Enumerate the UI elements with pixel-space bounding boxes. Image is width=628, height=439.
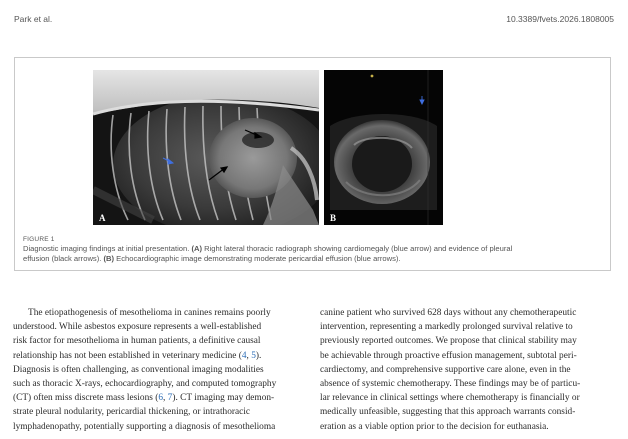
- body-left-line-6: such as thoracic X-rays, echocardiography, and computed tomography: [13, 379, 277, 390]
- caption-panel-b-tag: (B): [103, 254, 115, 263]
- line-4-text: relationship has not been established in veterinary medicine (: [13, 350, 242, 361]
- running-header-doi: 10.3389/fvets.2026.1808005: [506, 14, 614, 24]
- body-left-line-1: The etiopathogenesis of mesothelioma in canines remains poorly: [28, 308, 271, 318]
- echocardiogram-image: [324, 70, 443, 225]
- caption-panel-a-text-2: effusion (black arrows).: [23, 254, 102, 263]
- citation-link-7[interactable]: 7: [167, 393, 173, 404]
- citation-link-6[interactable]: 6: [158, 393, 163, 404]
- running-header-authors: Park et al.: [14, 14, 53, 24]
- body-left-line-5: Diagnosis is often challenging, as conventional imaging modalities: [13, 364, 264, 375]
- body-right-line-8: medically unfeasible, suggesting that this approach warrants consid-: [320, 407, 576, 418]
- figure-panel-a-radiograph: [93, 70, 319, 225]
- body-left-line-4: [13, 349, 310, 363]
- caption-panel-a-text-1: Right lateral thoracic radiograph showing cardiomegaly (blue arrow) and evidence of pleural: [204, 244, 513, 253]
- body-column-right: [320, 306, 617, 434]
- body-right-line-5: cardiectomy, and comprehensive supportive care alone, even in the: [320, 364, 571, 375]
- body-left-line-8: strate pleural nodularity, pericardial thickening, or intrathoracic: [13, 407, 251, 418]
- caption-panel-a-tag: (A): [191, 244, 202, 253]
- line-7-text: (CT) often miss discrete mass lesions (: [13, 393, 159, 404]
- body-right-line-2: intervention, representing a markedly prolonged survival relative to: [320, 322, 573, 333]
- citation-link-4[interactable]: 4: [241, 350, 247, 361]
- panel-a-label: A: [99, 213, 106, 223]
- figure-panel-b-echocardiogram: [324, 70, 443, 225]
- body-right-line-9: eration as a viable option prior to the decision for euthanasia.: [320, 421, 549, 432]
- body-left-line-3: risk factor for mesothelioma in human patients, a definitive causal: [13, 336, 261, 347]
- citation-separator: ,: [163, 393, 168, 404]
- body-right-line-3: previously reported outcomes. We propose that clinical stability may: [320, 336, 577, 347]
- body-right-line-7: lar relevance in clinical settings where chemotherapy is financially or: [320, 393, 580, 404]
- figure-caption: [23, 244, 583, 264]
- citation-separator: ,: [246, 350, 252, 361]
- body-left-line-2: understood. While asbestos exposure represents a well-established: [13, 322, 262, 333]
- figure-label: FIGURE 1: [23, 236, 55, 243]
- line-4-end: ).: [255, 350, 262, 361]
- caption-intro: Diagnostic imaging findings at initial presentation.: [23, 244, 190, 253]
- body-column-left: [13, 306, 310, 434]
- body-right-line-4: be achievable through proactive effusion management, subtotal peri-: [320, 350, 577, 361]
- panel-b-label: B: [330, 213, 337, 223]
- body-right-line-6: absence of systemic chemotherapy. These findings may be of particu-: [320, 379, 581, 390]
- citation-link-5[interactable]: 5: [251, 350, 256, 361]
- caption-panel-b-text: Echocardiographic image demonstrating moderate pericardial effusion (blue arrows).: [116, 254, 401, 263]
- body-right-line-1: canine patient who survived 628 days without any chemotherapeutic: [320, 308, 577, 318]
- line-7-end: ). CT imaging may demon-: [172, 393, 275, 404]
- body-left-line-7: [13, 391, 310, 405]
- radiograph-image: [93, 70, 319, 225]
- body-left-line-9: lymphadenopathy, potentially supporting a diagnosis of mesothelioma: [13, 421, 276, 432]
